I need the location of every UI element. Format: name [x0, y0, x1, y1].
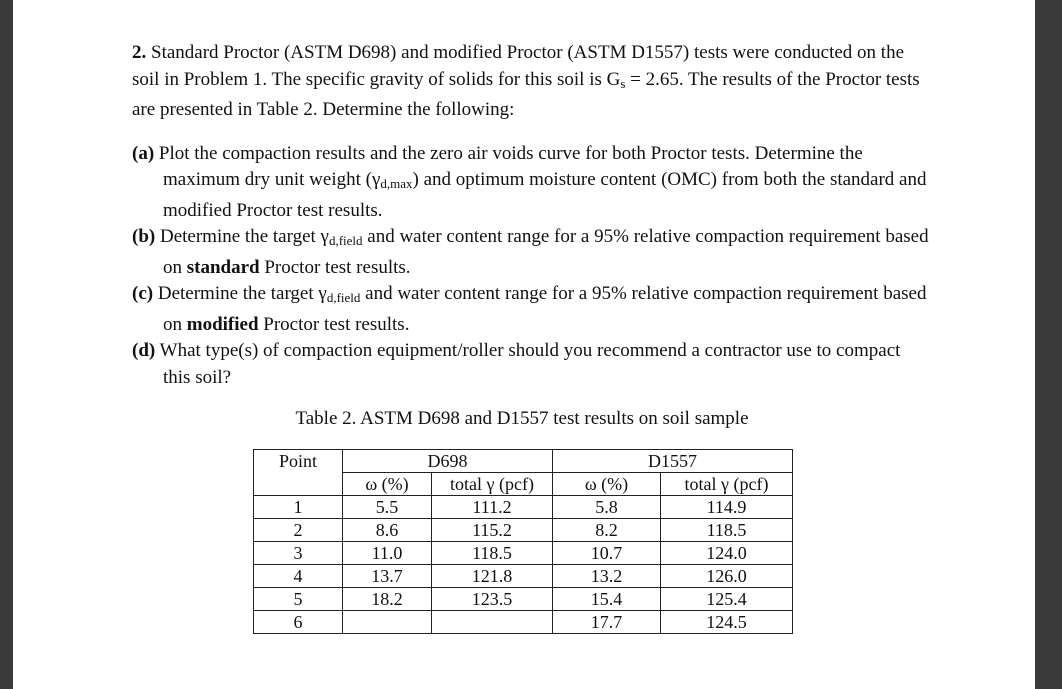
table-row — [254, 564, 793, 587]
cell-unit-weight-d1557: 126.0 — [661, 564, 793, 587]
table-header-row — [254, 449, 793, 472]
part-c-label: (c) — [132, 283, 154, 304]
table-row — [254, 610, 793, 633]
part-b-label: (b) — [132, 226, 156, 247]
part-d — [132, 338, 932, 391]
header-water-content-d698: ω (%) — [343, 472, 432, 495]
cell-water-content-d698: 5.5 — [343, 495, 432, 518]
viewer-scrollbar-track[interactable] — [1035, 0, 1062, 689]
part-a-label: (a) — [132, 142, 155, 164]
cell-water-content-d698: 13.7 — [343, 564, 432, 587]
part-d-label: (d) — [132, 340, 156, 361]
header-d1557: D1557 — [553, 449, 793, 472]
cell-unit-weight-d1557: 124.0 — [661, 541, 793, 564]
cell-unit-weight-d698 — [432, 610, 553, 633]
part-b-text2: and water content range for a 95% relative compaction requirement based on — [163, 226, 929, 278]
gamma-subscript: d,field — [328, 233, 363, 248]
header-point-blank — [254, 472, 343, 495]
part-b — [132, 224, 932, 281]
cell-point: 2 — [254, 518, 343, 541]
gs-subscript: s — [620, 75, 626, 91]
cell-water-content-d1557: 15.4 — [553, 587, 661, 610]
header-water-content-d1557: ω (%) — [553, 472, 661, 495]
table-caption: Table 2. ASTM D698 and D1557 test results on soil sample — [295, 408, 749, 429]
header-total-unit-weight-d698: total γ (pcf) — [432, 472, 553, 495]
part-c-text2: and water content range for a 95% relative compaction requirement based on — [163, 283, 927, 335]
cell-point: 1 — [254, 495, 343, 518]
gamma-symbol: γ — [320, 226, 329, 247]
part-a — [132, 141, 932, 225]
header-d698: D698 — [343, 449, 553, 472]
part-d-text: What type(s) of compaction equipment/roller should you recommend a contractor use to compact this soil? — [155, 340, 901, 388]
table-row — [254, 518, 793, 541]
cell-unit-weight-d698: 118.5 — [432, 541, 553, 564]
part-c-emphasis: modified — [186, 313, 259, 335]
part-c-text3: Proctor test results. — [258, 313, 410, 335]
problem-number: 2. — [132, 42, 147, 63]
cell-unit-weight-d698: 121.8 — [432, 564, 553, 587]
cell-point: 4 — [254, 564, 343, 587]
part-b-text3: Proctor test results. — [259, 256, 411, 278]
cell-water-content-d1557: 13.2 — [553, 564, 661, 587]
part-a-text2: ) and optimum moisture content (OMC) from both the standard and modified Proctor test results. — [163, 169, 927, 221]
cell-unit-weight-d1557: 124.5 — [661, 610, 793, 633]
cell-water-content-d1557: 5.8 — [553, 495, 661, 518]
part-a-text1: Plot the compaction results and the zero air voids curve for both Proctor tests. Determine the maximum dry unit weight ( — [154, 142, 863, 190]
cell-water-content-d698: 18.2 — [343, 587, 432, 610]
part-b-text1: Determine the target — [155, 226, 321, 247]
header-point: Point — [254, 449, 343, 472]
table-row — [254, 541, 793, 564]
intro-text-a: Standard Proctor (ASTM D698) and modified Proctor (ASTM D1557) tests were conducted on the soil in Problem 1. The specific gravity of solids for this soil is G — [132, 42, 904, 90]
cell-water-content-d698 — [343, 610, 432, 633]
cell-water-content-d698: 8.6 — [343, 518, 432, 541]
proctor-results-table — [253, 449, 793, 634]
gamma-subscript: d,max — [380, 176, 413, 191]
cell-unit-weight-d1557: 114.9 — [661, 495, 793, 518]
table-subheader-row — [254, 472, 793, 495]
cell-unit-weight-d698: 111.2 — [432, 495, 553, 518]
cell-unit-weight-d1557: 125.4 — [661, 587, 793, 610]
part-c — [132, 281, 932, 338]
document-page — [13, 0, 1035, 689]
part-b-emphasis: standard — [186, 256, 260, 278]
cell-point: 5 — [254, 587, 343, 610]
cell-point: 6 — [254, 610, 343, 633]
question-parts — [132, 141, 932, 392]
cell-unit-weight-d1557: 118.5 — [661, 518, 793, 541]
cell-water-content-d1557: 8.2 — [553, 518, 661, 541]
problem-intro — [132, 40, 932, 124]
cell-unit-weight-d698: 115.2 — [432, 518, 553, 541]
problem-content — [132, 40, 932, 634]
gamma-symbol: γ — [318, 283, 327, 304]
header-total-unit-weight-d1557: total γ (pcf) — [661, 472, 793, 495]
cell-water-content-d698: 11.0 — [343, 541, 432, 564]
gamma-symbol: γ — [371, 169, 381, 190]
intro-text-b: = 2.65. The results of the Proctor tests are presented in Table 2. Determine the following: — [132, 68, 920, 120]
cell-unit-weight-d698: 123.5 — [432, 587, 553, 610]
viewer-left-edge — [0, 0, 13, 689]
part-c-text1: Determine the target — [153, 283, 319, 304]
table-row — [254, 495, 793, 518]
cell-water-content-d1557: 10.7 — [553, 541, 661, 564]
cell-water-content-d1557: 17.7 — [553, 610, 661, 633]
table-row — [254, 587, 793, 610]
cell-point: 3 — [254, 541, 343, 564]
gamma-subscript: d,field — [326, 290, 361, 305]
